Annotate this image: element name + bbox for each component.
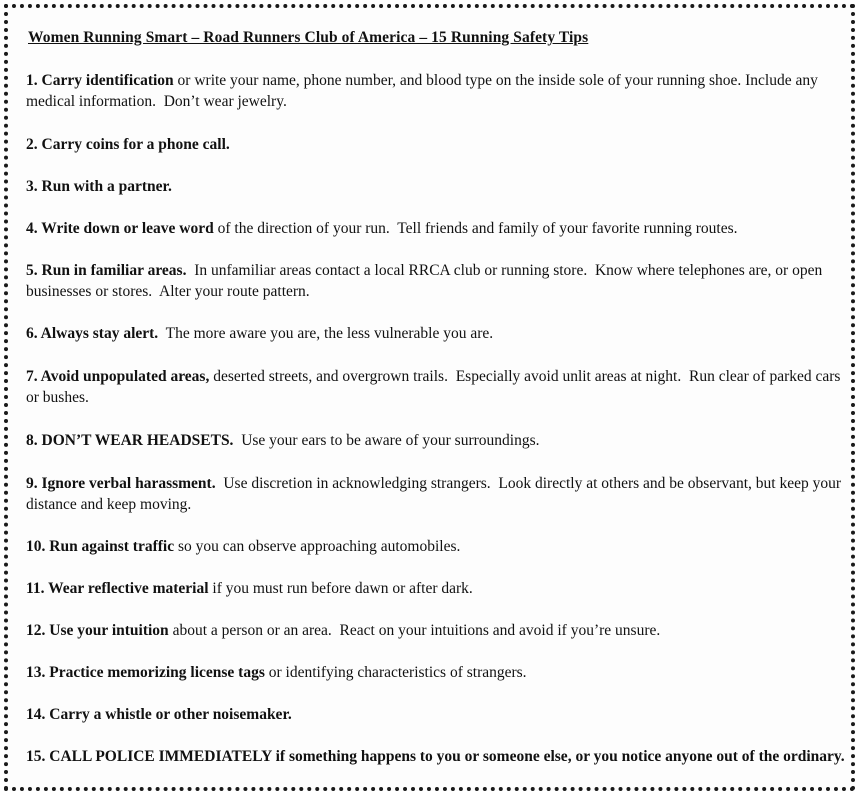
document-body: [26, 28, 846, 767]
tip-heading: [26, 748, 845, 765]
tip-number: 4.: [26, 220, 38, 237]
tip-item: [26, 536, 846, 557]
tip-body-text: so you can observe approaching automobiles.: [174, 538, 461, 555]
tip-bold-text: Carry a whistle or other noisemaker.: [49, 706, 292, 723]
tip-number: 14.: [26, 706, 46, 723]
tip-body-text: The more aware you are, the less vulnerable you are.: [158, 325, 494, 342]
tip-number: 10.: [26, 538, 46, 555]
tip-body-text: of the direction of your run. Tell friends and family of your favorite running routes.: [213, 220, 738, 237]
tip-bold-text: Run with a partner.: [41, 178, 172, 195]
tip-bold-text: Write down or leave word: [41, 220, 214, 237]
tip-number: 13.: [26, 664, 46, 681]
document-title: Women Running Smart – Road Runners Club of America – 15 Running Safety Tips: [28, 29, 589, 46]
tip-number: 8.: [26, 432, 38, 449]
tip-heading: [26, 580, 209, 597]
tip-heading: [26, 622, 169, 639]
tip-item: [26, 746, 846, 767]
tip-body-text: if you must run before dawn or after dark.: [208, 580, 473, 597]
tip-bold-text: CALL POLICE IMMEDIATELY if something happens to you or someone else, or you notice anyone out of the ordinary.: [49, 748, 845, 765]
tip-item: [26, 70, 846, 112]
tip-bold-text: Always stay alert.: [40, 325, 159, 342]
tip-bold-text: Avoid unpopulated areas,: [40, 368, 210, 385]
tip-body-text: Use discretion in acknowledging strangers. Look directly at others and be observant, but keep your distance and keep moving.: [26, 475, 845, 513]
tip-number: 12.: [26, 622, 46, 639]
tip-bold-text: Run in familiar areas.: [41, 262, 187, 279]
tip-number: 1.: [26, 72, 38, 89]
tip-item: [26, 662, 846, 683]
tip-bold-text: Carry coins for a phone call.: [41, 136, 230, 153]
tip-bold-text: DON’T WEAR HEADSETS.: [41, 432, 234, 449]
tip-bold-text: Use your intuition: [49, 622, 169, 639]
tip-bold-text: Ignore verbal harassment.: [41, 475, 216, 492]
tip-item: [26, 218, 846, 239]
dotted-border-frame: [4, 4, 855, 791]
tip-number: 7.: [26, 368, 38, 385]
tip-item: [26, 430, 846, 451]
tip-heading: [26, 706, 292, 723]
tip-heading: [26, 136, 230, 153]
tip-heading: [26, 325, 158, 342]
tip-heading: [26, 178, 172, 195]
tip-item: [26, 704, 846, 725]
tip-item: [26, 620, 846, 641]
tip-body-text: or write your name, phone number, and blood type on the inside sole of your running shoe. Include any medical information. Don’t wear jewelry.: [26, 72, 822, 110]
tip-heading: [26, 538, 174, 555]
tip-body-text: deserted streets, and overgrown trails. Especially avoid unlit areas at night. Run clear of parked cars or bushes.: [26, 368, 845, 406]
tip-number: 3.: [26, 178, 38, 195]
tip-number: 2.: [26, 136, 38, 153]
tip-bold-text: Run against traffic: [49, 538, 175, 555]
tip-item: [26, 366, 846, 408]
tip-item: [26, 176, 846, 197]
tip-number: 5.: [26, 262, 38, 279]
tip-heading: [26, 220, 214, 237]
tip-number: 15.: [26, 748, 46, 765]
tip-bold-text: Practice memorizing license tags: [49, 664, 265, 681]
tip-item: [26, 578, 846, 599]
tip-bold-text: Wear reflective material: [48, 580, 209, 597]
tip-body-text: Use your ears to be aware of your surroundings.: [233, 432, 540, 449]
tip-body-text: In unfamiliar areas contact a local RRCA club or running store. Know where telephones are, or open businesses or stores. Alter your route pattern.: [26, 262, 827, 300]
tip-heading: [26, 432, 233, 449]
tips-list: [26, 70, 846, 767]
tip-bold-text: Carry identification: [41, 72, 174, 89]
tip-number: 6.: [26, 325, 38, 342]
tip-heading: [26, 262, 186, 279]
tip-item: [26, 323, 846, 344]
tip-item: [26, 473, 846, 515]
tip-heading: [26, 475, 216, 492]
tip-item: [26, 134, 846, 155]
tip-heading: [26, 368, 209, 385]
tip-item: [26, 260, 846, 302]
tip-number: 11.: [26, 580, 45, 597]
tip-heading: [26, 664, 265, 681]
tip-heading: [26, 72, 174, 89]
tip-number: 9.: [26, 475, 38, 492]
tip-body-text: or identifying characteristics of strangers.: [264, 664, 527, 681]
tip-body-text: about a person or an area. React on your intuitions and avoid if you’re unsure.: [168, 622, 661, 639]
